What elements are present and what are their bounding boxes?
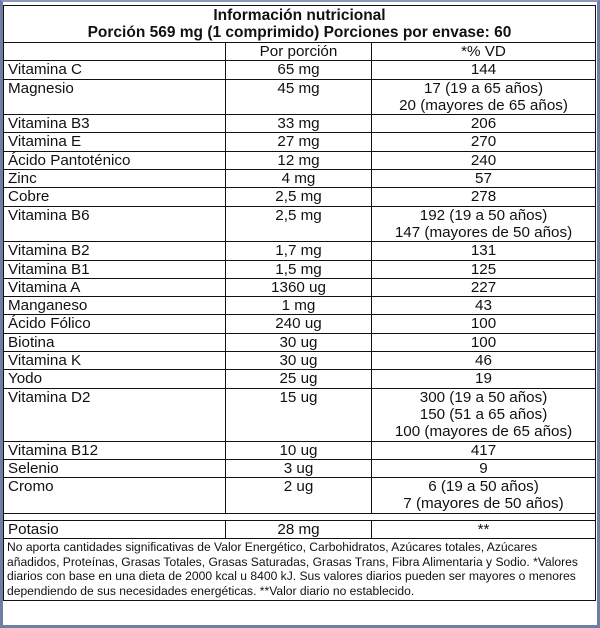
nutrient-amount: 27 mg (226, 133, 372, 150)
nutrient-daily-value (372, 460, 595, 477)
daily-value-line: 43 (475, 297, 492, 315)
table-row (4, 315, 595, 333)
table-header (4, 6, 595, 43)
nutrient-name: Potasio (4, 521, 226, 538)
table-row (4, 370, 595, 388)
nutrient-amount: 30 ug (226, 352, 372, 369)
nutrient-rows (4, 61, 595, 513)
serving-info: Porción 569 mg (1 comprimido) Porciones por envase: 60 (87, 24, 512, 41)
column-header-daily-value: *% VD (461, 43, 506, 60)
nutrient-name: Yodo (4, 370, 226, 387)
nutrient-name: Magnesio (4, 80, 226, 115)
nutrient-name: Biotina (4, 334, 226, 351)
daily-value-line: 227 (470, 278, 497, 296)
table-title: Información nutricional (213, 7, 386, 24)
nutrient-amount: 30 ug (226, 334, 372, 351)
daily-value-line: 19 (475, 370, 492, 388)
table-row (4, 133, 595, 151)
section-separator (4, 514, 595, 521)
nutrient-amount: 33 mg (226, 115, 372, 132)
table-row (4, 115, 595, 133)
table-row (4, 207, 595, 243)
daily-value-line: 300 (19 a 50 años) (419, 388, 548, 406)
table-row (4, 279, 595, 297)
nutrient-name: Vitamina B12 (4, 442, 226, 459)
nutrient-amount: 1360 ug (226, 279, 372, 296)
nutrient-name: Zinc (4, 170, 226, 187)
nutrient-name: Vitamina B6 (4, 207, 226, 242)
nutrient-daily-value (372, 242, 595, 259)
nutrient-name: Ácido Pantoténico (4, 152, 226, 169)
daily-value-line: 147 (mayores de 50 años) (394, 223, 573, 241)
daily-value-line: 125 (470, 260, 497, 278)
table-row (4, 297, 595, 315)
table-row (4, 61, 595, 79)
table-row (4, 352, 595, 370)
nutrient-name: Vitamina K (4, 352, 226, 369)
nutrient-daily-value (372, 478, 595, 513)
daily-value-line: 206 (470, 115, 497, 133)
nutrient-amount: 1,7 mg (226, 242, 372, 259)
daily-value-line: 9 (479, 459, 488, 477)
daily-value-line: 192 (19 a 50 años) (419, 206, 548, 224)
table-row (4, 478, 595, 514)
nutrient-daily-value (372, 61, 595, 78)
nutrient-daily-value: ** (477, 520, 490, 538)
daily-value-line: 144 (470, 61, 497, 79)
nutrient-amount: 28 mg (226, 521, 372, 538)
nutrient-amount: 2,5 mg (226, 188, 372, 205)
nutrient-name: Vitamina B1 (4, 261, 226, 278)
daily-value-line: 131 (470, 242, 497, 260)
nutrient-amount: 3 ug (226, 460, 372, 477)
nutrient-daily-value (372, 297, 595, 314)
daily-value-line: 46 (475, 352, 492, 370)
table-row (4, 442, 595, 460)
nutrient-name: Vitamina A (4, 279, 226, 296)
daily-value-line: 100 (470, 333, 497, 351)
nutrient-daily-value (372, 279, 595, 296)
nutrient-daily-value (372, 152, 595, 169)
nutrient-name: Selenio (4, 460, 226, 477)
table-row (4, 460, 595, 478)
footnote: No aporta cantidades significativas de Valor Energético, Carbohidratos, Azúcares totales, Azúcares añadidos, Proteínas, Grasas Totales, Grasas Saturadas, Grasas Trans, Fibra Alimentaria y Sodio. *Valores diarios con base en una dieta de 2000 kcal u 8400 kJ. Sus valores diarios pueden ser mayores o menores dependiendo de sus necesidades energéticas. **Valor diario no establecido. (4, 539, 595, 601)
nutrient-amount: 4 mg (226, 170, 372, 187)
daily-value-line: 100 (mayores de 65 años) (394, 423, 573, 441)
nutrient-daily-value (372, 115, 595, 132)
nutrient-daily-value (372, 261, 595, 278)
table-row (4, 188, 595, 206)
nutrient-amount: 1,5 mg (226, 261, 372, 278)
daily-value-line: 417 (470, 441, 497, 459)
nutrient-daily-value (372, 188, 595, 205)
nutrient-amount: 2,5 mg (226, 207, 372, 242)
nutrient-amount: 2 ug (226, 478, 372, 513)
table-row (4, 152, 595, 170)
nutrient-amount: 15 ug (226, 389, 372, 441)
nutrient-daily-value (372, 442, 595, 459)
nutrition-facts-table (3, 5, 596, 601)
nutrient-amount: 25 ug (226, 370, 372, 387)
daily-value-line: 7 (mayores de 50 años) (403, 495, 564, 513)
nutrient-daily-value (372, 80, 595, 115)
potasio-row (4, 521, 595, 539)
nutrient-name: Vitamina E (4, 133, 226, 150)
daily-value-line: 17 (19 a 65 años) (423, 79, 544, 97)
nutrient-name: Ácido Fólico (4, 315, 226, 332)
nutrient-name: Vitamina B3 (4, 115, 226, 132)
nutrient-name: Cromo (4, 478, 226, 513)
table-row (4, 261, 595, 279)
nutrient-name: Manganeso (4, 297, 226, 314)
nutrient-daily-value (372, 133, 595, 150)
nutrient-name: Vitamina C (4, 61, 226, 78)
daily-value-line: 240 (470, 151, 497, 169)
column-header-per-serving: Por porción (226, 43, 372, 60)
daily-value-line: 57 (475, 170, 492, 188)
daily-value-line: 270 (470, 133, 497, 151)
nutrient-name: Vitamina B2 (4, 242, 226, 259)
column-header-nutrient (4, 43, 226, 60)
nutrient-amount: 45 mg (226, 80, 372, 115)
daily-value-line: 20 (mayores de 65 años) (399, 96, 568, 114)
nutrient-name: Vitamina D2 (4, 389, 226, 441)
nutrient-daily-value (372, 389, 595, 441)
nutrient-amount: 240 ug (226, 315, 372, 332)
table-row (4, 334, 595, 352)
nutrient-daily-value (372, 207, 595, 242)
nutrient-daily-value (372, 370, 595, 387)
nutrient-daily-value (372, 352, 595, 369)
table-row (4, 242, 595, 260)
nutrient-amount: 65 mg (226, 61, 372, 78)
nutrient-daily-value (372, 170, 595, 187)
nutrient-amount: 1 mg (226, 297, 372, 314)
daily-value-line: 278 (470, 188, 497, 206)
daily-value-line: 6 (19 a 50 años) (428, 478, 539, 496)
nutrient-daily-value (372, 315, 595, 332)
column-header-row (4, 43, 595, 61)
nutrient-amount: 12 mg (226, 152, 372, 169)
table-row (4, 389, 595, 442)
table-row (4, 80, 595, 116)
nutrient-amount: 10 ug (226, 442, 372, 459)
daily-value-line: 100 (470, 315, 497, 333)
table-row (4, 170, 595, 188)
nutrient-name: Cobre (4, 188, 226, 205)
daily-value-line: 150 (51 a 65 años) (419, 405, 548, 423)
nutrient-daily-value (372, 334, 595, 351)
